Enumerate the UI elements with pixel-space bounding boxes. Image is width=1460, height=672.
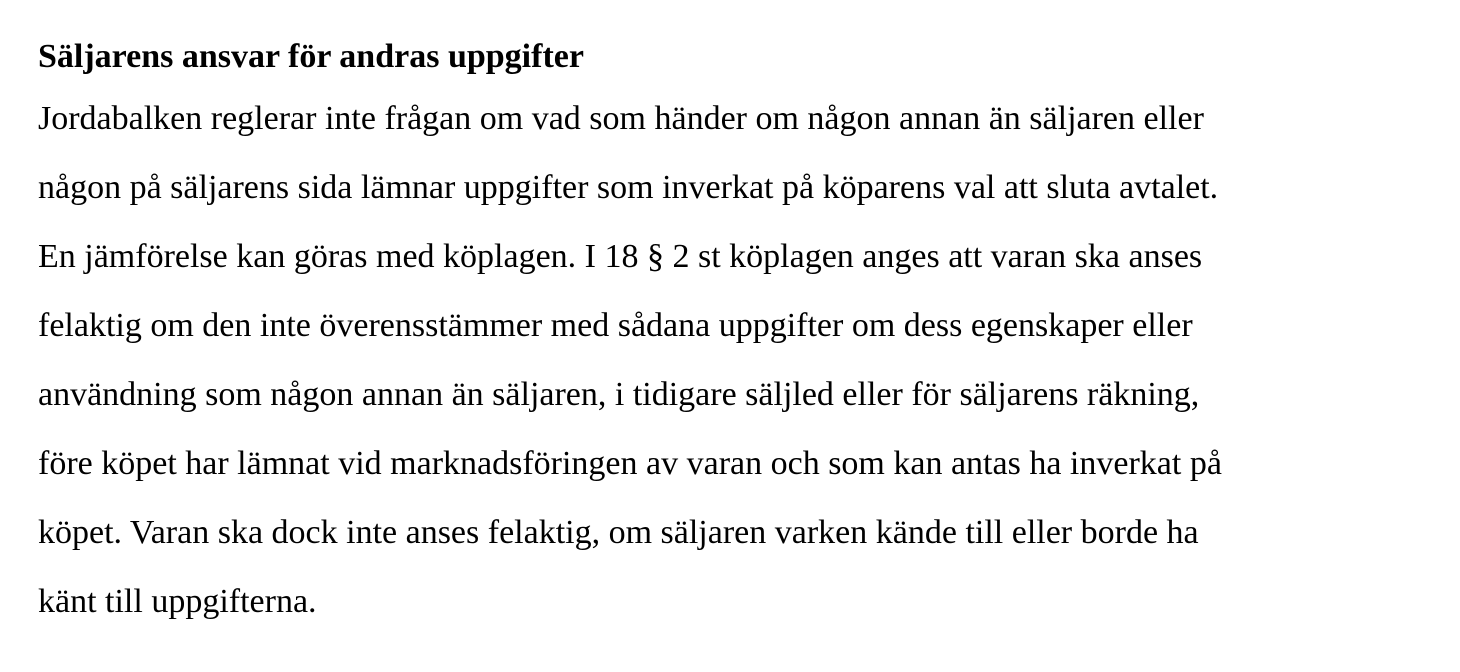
paragraph-line-7: köpet. Varan ska dock inte anses felaktig, om säljaren varken kände till eller borde ha (38, 514, 1199, 551)
document-page (38, 30, 1438, 636)
paragraph-line-8: känt till uppgifterna. (38, 583, 317, 620)
section-heading: Säljarens ansvar för andras uppgifter (38, 38, 584, 75)
paragraph-line-2: någon på säljarens sida lämnar uppgifter som inverkat på köparens val att sluta avtalet. (38, 169, 1219, 206)
paragraph-line-3: En jämförelse kan göras med köplagen. I 18 § 2 st köplagen anges att varan ska anses (38, 238, 1203, 275)
paragraph-line-1: Jordabalken reglerar inte frågan om vad som händer om någon annan än säljaren eller (38, 100, 1204, 137)
body-paragraph (38, 84, 1438, 636)
paragraph-line-4: felaktig om den inte överensstämmer med sådana uppgifter om dess egenskaper eller (38, 307, 1193, 344)
paragraph-line-6: före köpet har lämnat vid marknadsföringen av varan och som kan antas ha inverkat på (38, 445, 1222, 482)
paragraph-line-5: användning som någon annan än säljaren, i tidigare säljled eller för säljarens räkning, (38, 376, 1200, 413)
